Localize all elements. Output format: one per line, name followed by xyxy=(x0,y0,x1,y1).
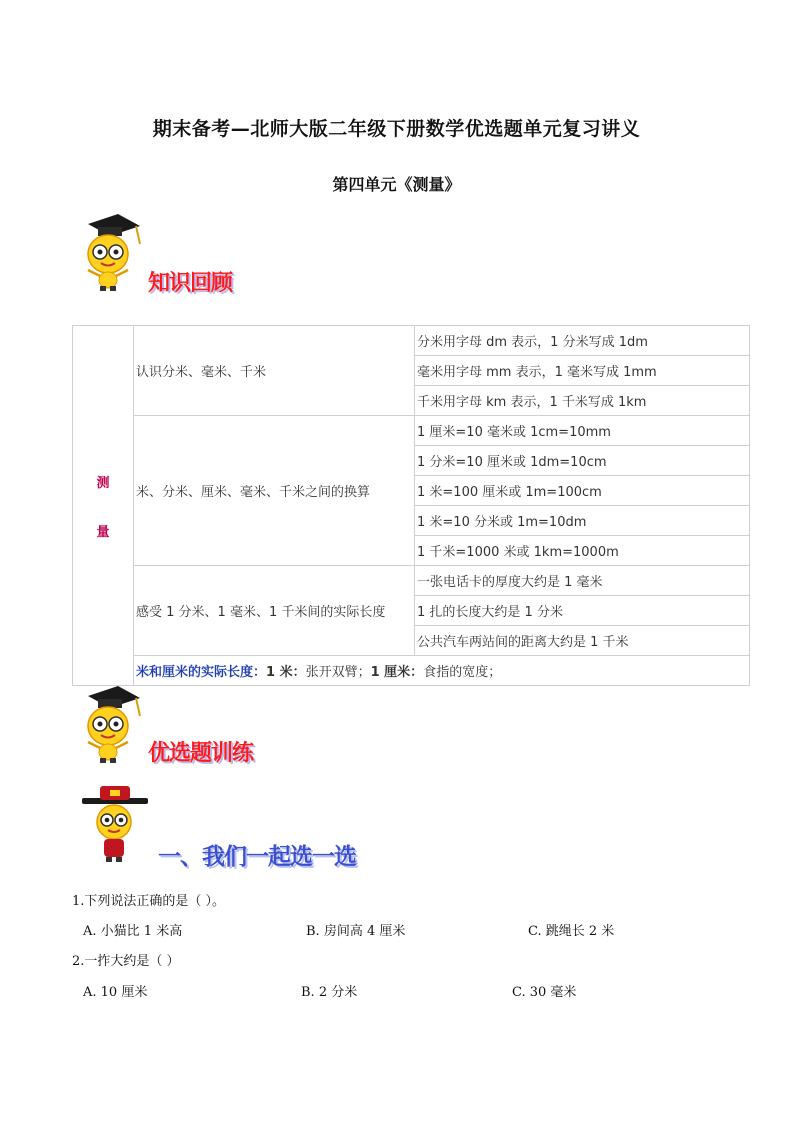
footer-key-meter: 1 米： xyxy=(266,665,306,680)
option-b[interactable]: B. 2 分米 xyxy=(301,985,358,1000)
footer-note xyxy=(134,656,750,686)
topic-cell xyxy=(73,326,134,686)
table-row: 1 米=10 分米或 1m=10dm xyxy=(415,506,750,536)
group-label: 感受 1 分米、1 毫米、1 千米间的实际长度 xyxy=(134,566,415,656)
table-row: 公共汽车两站间的距离大约是 1 千米 xyxy=(415,626,750,656)
footer-key-cm: 1 厘米： xyxy=(370,665,424,680)
option-b[interactable]: B. 房间高 4 厘米 xyxy=(306,924,406,939)
option-a[interactable]: A. 小猫比 1 米高 xyxy=(83,924,183,939)
table-row: 毫米用字母 mm 表示，1 毫米写成 1mm xyxy=(415,356,750,386)
table-row: 1 厘米=10 毫米或 1cm=10mm xyxy=(415,416,750,446)
table-row: 1 扎的长度大约是 1 分米 xyxy=(415,596,750,626)
option-c[interactable]: C. 跳绳长 2 米 xyxy=(528,924,615,939)
table-row: 分米用字母 dm 表示，1 分米写成 1dm xyxy=(415,326,750,356)
review-banner: 知识回顾 xyxy=(148,271,233,296)
table-row: 一张电话卡的厚度大约是 1 毫米 xyxy=(415,566,750,596)
choose-banner: 一、我们一起选一选 xyxy=(158,844,356,870)
topic-char: 测 xyxy=(96,475,110,491)
table-row: 1 千米=1000 米或 1km=1000m xyxy=(415,536,750,566)
question-stem: 1.下列说法正确的是（ ）。 xyxy=(72,894,226,909)
unit-subtitle: 第四单元《测量》 xyxy=(332,175,461,194)
footer-lead: 米和厘米的实际长度： xyxy=(136,665,267,680)
table-row: 千米用字母 km 表示，1 千米写成 1km xyxy=(415,386,750,416)
footer-value-cm: 食指的宽度； xyxy=(423,665,502,680)
hat-mascot-icon xyxy=(74,784,156,864)
group-label: 米、分米、厘米、毫米、千米之间的换算 xyxy=(134,416,415,566)
practice-banner: 优选题训练 xyxy=(148,741,254,766)
topic-char: 量 xyxy=(96,524,110,540)
page-title: 期末备考—北师大版二年级下册数学优选题单元复习讲义 xyxy=(152,118,641,140)
group-label: 认识分米、毫米、千米 xyxy=(134,326,415,416)
option-c[interactable]: C. 30 毫米 xyxy=(512,985,577,1000)
table-row: 1 米=100 厘米或 1m=100cm xyxy=(415,476,750,506)
knowledge-table xyxy=(72,325,750,686)
footer-value-meter: 张开双臂； xyxy=(305,665,371,680)
scholar-mascot-icon xyxy=(74,682,146,764)
option-a[interactable]: A. 10 厘米 xyxy=(83,985,148,1000)
table-row: 1 分米=10 厘米或 1dm=10cm xyxy=(415,446,750,476)
scholar-mascot-icon xyxy=(74,210,146,292)
question-stem: 2.一拃大约是（ ） xyxy=(72,954,180,969)
